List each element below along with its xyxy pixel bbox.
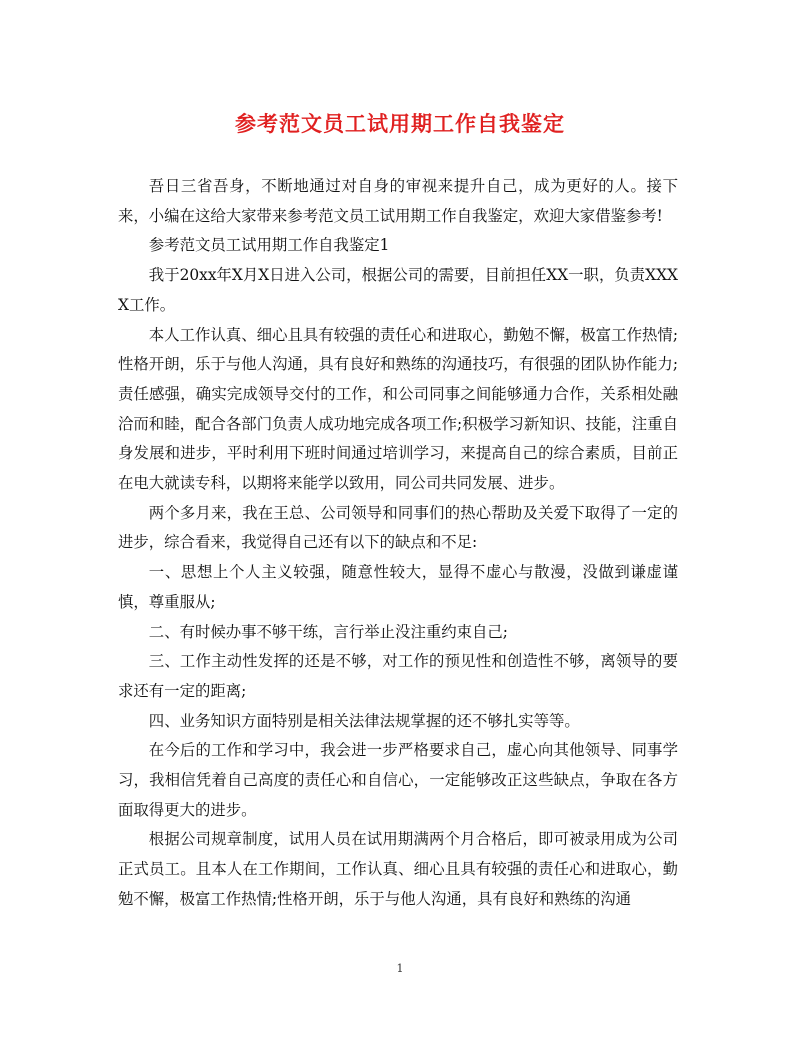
page-number: 1 — [396, 962, 404, 975]
document-title: 参考范文员工试用期工作自我鉴定 — [235, 112, 565, 136]
list-item-4: 四、业务知识方面特别是相关法律法规掌握的还不够扎实等等。 — [148, 711, 580, 730]
body-paragraph: 两个多月来，我在王总、公司领导和同事们的热心帮助及关爱下取得了一定的进步，综合看来，我觉得自己还有以下的缺点和不足: — [118, 503, 678, 552]
body-paragraph: 本人工作认真、细心且具有较强的责任心和进取心，勤勉不懈，极富工作热情;性格开朗，乐于与他人沟通，具有良好和熟练的沟通技巧，有很强的团队协作能力;责任感强，确实完成领导交付的工作，和公司同事之间能够通力合作，关系相处融洽而和睦，配合各部门负责人成功地完成各项工作;积极学习新知识、技能，注重自身发展和进步，平时利用下班时间通过培训学习，来提高自己的综合素质，目前正在电大就读专科，以期将来能学以致用，同公司共同发展、进步。 — [118, 325, 678, 493]
list-item-3: 三、工作主动性发挥的还是不够，对工作的预见性和创造性不够，离领导的要求还有一定的距离; — [118, 652, 678, 700]
intro-paragraph: 吾日三省吾身，不断地通过对自身的审视来提升自己，成为更好的人。接下来，小编在这给大家带来参考范文员工试用期工作自我鉴定，欢迎大家借鉴参考! — [118, 177, 678, 225]
section-heading: 参考范文员工试用期工作自我鉴定1 — [148, 236, 390, 255]
body-paragraph: 我于20xx年X月X日进入公司，根据公司的需要，目前担任XX一职，负责XXXX工作。 — [118, 266, 678, 314]
list-item-2: 二、有时候办事不够干练，言行举止没注重约束自己; — [148, 622, 508, 641]
list-item-1: 一、思想上个人主义较强，随意性较大，显得不虚心与散漫，没做到谦虚谨慎，尊重服从; — [118, 563, 678, 611]
body-paragraph: 根据公司规章制度，试用人员在试用期满两个月合格后，即可被录用成为公司正式员工。且本人在工作期间，工作认真、细心且具有较强的责任心和进取心，勤勉不懈，极富工作热情;性格开朗，乐于与他人沟通，具有良好和熟练的沟通 — [118, 830, 678, 908]
document-body — [118, 172, 678, 915]
body-paragraph: 在今后的工作和学习中，我会进一步严格要求自己，虚心向其他领导、同事学习，我相信凭着自己高度的责任心和自信心，一定能够改正这些缺点，争取在各方面取得更大的进步。 — [118, 741, 678, 819]
